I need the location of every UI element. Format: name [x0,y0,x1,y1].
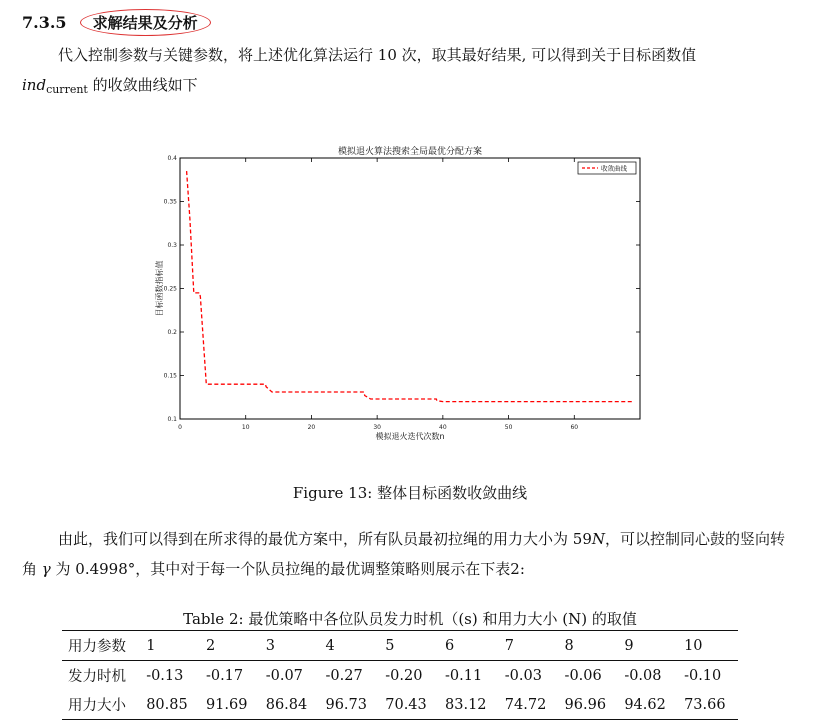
chart-title: 模拟退火算法搜索全局最优分配方案 [337,147,483,157]
table-cell: 83.12 [445,696,487,713]
x-tick-label: 30 [373,424,381,431]
table-cell: 73.66 [684,696,726,713]
header-cell: 5 [385,637,395,654]
table-cell: -0.06 [564,667,602,684]
y-tick-label: 0.35 [163,198,177,206]
paragraph-intro-text-a: 代入控制参数与关键参数，将上述优化算法运行 10 次，取其最好结果, 可以得到关于目标函数值 [58,46,697,64]
header-cell: 2 [205,637,216,654]
table-header-row [62,631,738,661]
header-cell: 10 [684,637,703,654]
section-number: 7.3.5 [22,13,67,32]
table-cell: -0.13 [146,667,184,684]
table-caption: Table 2: 最优策略中各位队员发力时机（(s) 和用力大小 (N) 的取值 [183,610,637,628]
table-row [62,661,738,691]
table-cell: -0.08 [624,667,662,684]
section-heading [22,9,211,36]
table-cell: 用力大小 [68,698,126,714]
header-cell: 1 [146,637,156,654]
table-cell: 86.84 [265,696,308,713]
paragraph-result-text-c: 为 0.4998°，其中对于每一个队员拉绳的最优调整策略则展示在下表2: [50,560,525,578]
table-cell: 96.96 [564,696,607,713]
y-tick-label: 0.25 [163,285,177,293]
convergence-chart [148,140,648,445]
y-tick-label: 0.4 [167,155,177,162]
unit-n: N [591,530,605,548]
paragraph-result-text-a: 由此，我们可以得到在所求得的最优方案中，所有队员最初拉绳的用力大小为 59 [58,530,592,548]
y-axis-label: 目标函数指标值 [155,260,164,317]
header-cell: 6 [445,637,455,654]
header-cell: 9 [624,637,634,654]
chart-svg [148,140,648,445]
table-cell: 80.85 [146,696,188,713]
table-cell: 74.72 [504,696,547,713]
table-cell: 91.69 [205,696,248,713]
header-cell: 7 [504,637,515,654]
legend-label: 收敛曲线 [601,164,627,173]
x-axis-label: 模拟退火迭代次数n [375,432,445,441]
x-tick-label: 60 [570,424,579,431]
paragraph-result-text-b: ，可以控制同心鼓的竖向转角 [22,530,785,578]
y-tick-label: 0.15 [163,372,177,380]
table-cell: 70.43 [385,696,427,713]
table-cell: 94.62 [624,696,666,713]
y-tick-label: 0.2 [167,329,177,336]
x-tick-label: 40 [439,424,447,431]
ind-subscript: current [46,83,88,96]
ind-symbol: ind [22,76,47,94]
table-cell: 发力时机 [68,669,126,685]
table-cell: -0.27 [325,667,363,684]
x-tick-label: 10 [241,424,250,431]
table-cell: -0.10 [684,667,722,684]
table-cell: 96.73 [325,696,367,713]
table-cell: -0.17 [205,667,244,684]
header-cell: 8 [564,637,574,654]
plot-frame [180,158,640,419]
section-title: 求解结果及分析 [80,9,211,36]
x-tick-label: 50 [504,424,513,431]
header-cell: 4 [325,637,335,654]
figure-caption: Figure 13: 整体目标函数收敛曲线 [292,484,528,502]
table-cell: -0.20 [385,667,423,684]
x-tick-label: 0 [178,424,182,431]
header-cell: 3 [265,637,275,654]
gamma-symbol: γ [41,560,51,578]
paragraph-intro [22,40,792,105]
paragraph-result [22,524,792,584]
table-cell: -0.07 [265,667,303,684]
strategy-table [62,630,738,720]
header-cell: 用力参数 [68,639,126,655]
y-tick-label: 0.3 [167,242,177,249]
table-cell: -0.03 [504,667,542,684]
paragraph-intro-text-b: 的收敛曲线如下 [87,76,198,94]
table-cell: -0.11 [445,667,483,684]
y-tick-label: 0.1 [167,416,177,423]
x-tick-label: 20 [307,424,316,431]
table-row [62,690,738,720]
